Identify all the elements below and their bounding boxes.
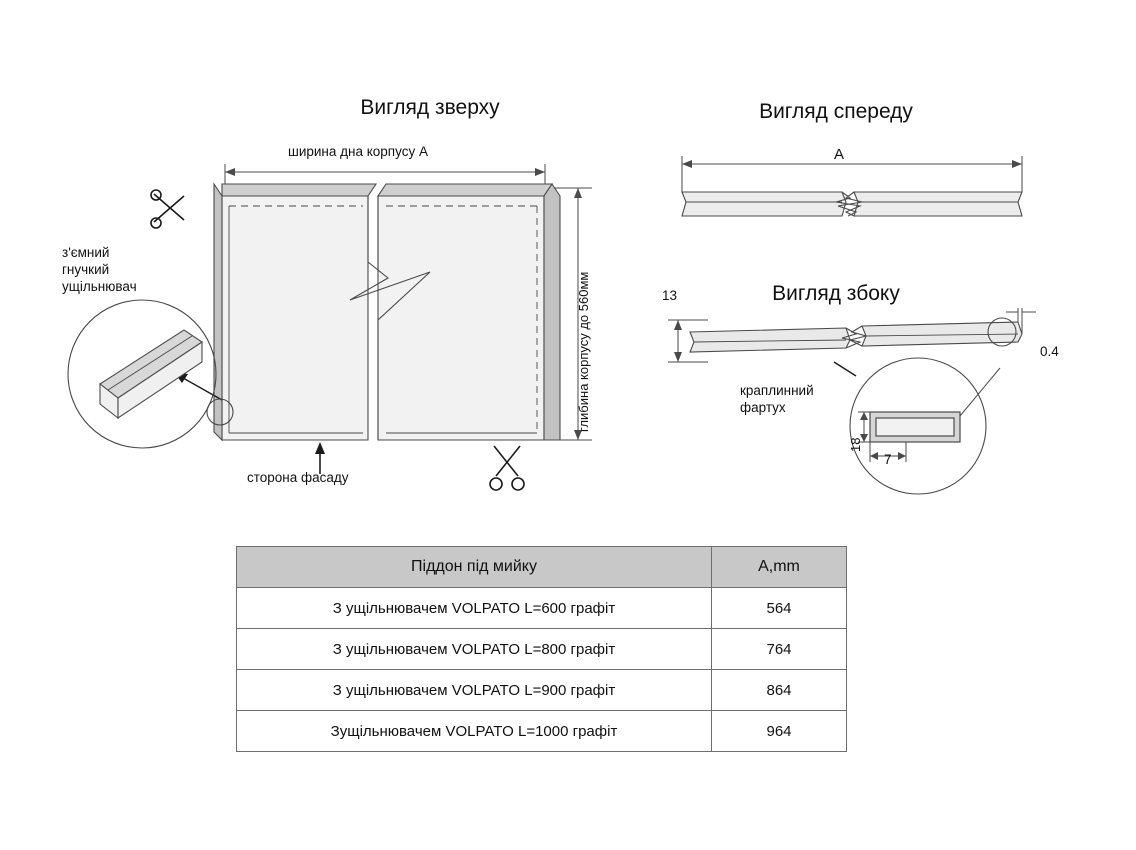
top-view-width-label: ширина дна корпусу A (288, 144, 428, 159)
row-name: З ущільнювачем VOLPATO L=900 графіт (237, 670, 712, 711)
top-view-depth-label: глибина корпусу до 560мм (576, 271, 591, 432)
facade-side-label: сторона фасаду (247, 470, 349, 485)
scissors-icon-left (148, 186, 190, 234)
row-name: Зущільнювачем VOLPATO L=1000 графіт (237, 711, 712, 752)
table-row (237, 588, 847, 629)
table-row (237, 711, 847, 752)
row-a: 864 (712, 670, 847, 711)
detail-width-label: 7 (884, 452, 892, 467)
seal-note (62, 244, 137, 295)
spec-table (236, 546, 847, 752)
tray-left-panel (214, 184, 376, 440)
front-view-drawing (650, 140, 1050, 260)
top-view-title: Вигляд зверху (360, 96, 500, 119)
table-header-name: Піддон під мийку (237, 547, 712, 588)
front-width-dimension (682, 156, 1022, 192)
seal-note-line2: гнучкий (62, 262, 110, 277)
detail-height-label: 18 (848, 437, 863, 452)
scissors-icon-bottom (486, 442, 530, 494)
side-view-height-label: 13 (662, 288, 678, 303)
row-a: 564 (712, 588, 847, 629)
tray-right-panel (378, 184, 560, 440)
table-row (237, 670, 847, 711)
seal-note-line1: з'ємний (62, 245, 110, 260)
row-a: 764 (712, 629, 847, 670)
table-header-a: A,mm (712, 547, 847, 588)
apron-note (740, 382, 814, 416)
seal-detail-bubble (58, 296, 238, 456)
seal-note-line3: ущільнювач (62, 279, 137, 294)
row-name: З ущільнювачем VOLPATO L=800 графіт (237, 629, 712, 670)
table-header-row (237, 547, 847, 588)
front-view-title: Вигляд спереду (759, 100, 913, 123)
side-view-thickness-label: 0.4 (1040, 344, 1059, 359)
row-name: З ущільнювачем VOLPATO L=600 графіт (237, 588, 712, 629)
apron-detail-bubble (828, 356, 1008, 506)
apron-note-line1: краплинний (740, 383, 814, 398)
side-view-title: Вигляд збоку (772, 282, 900, 305)
row-a: 964 (712, 711, 847, 752)
table-row (237, 629, 847, 670)
front-view-width-label: A (834, 146, 845, 163)
apron-note-line2: фартух (740, 400, 786, 415)
